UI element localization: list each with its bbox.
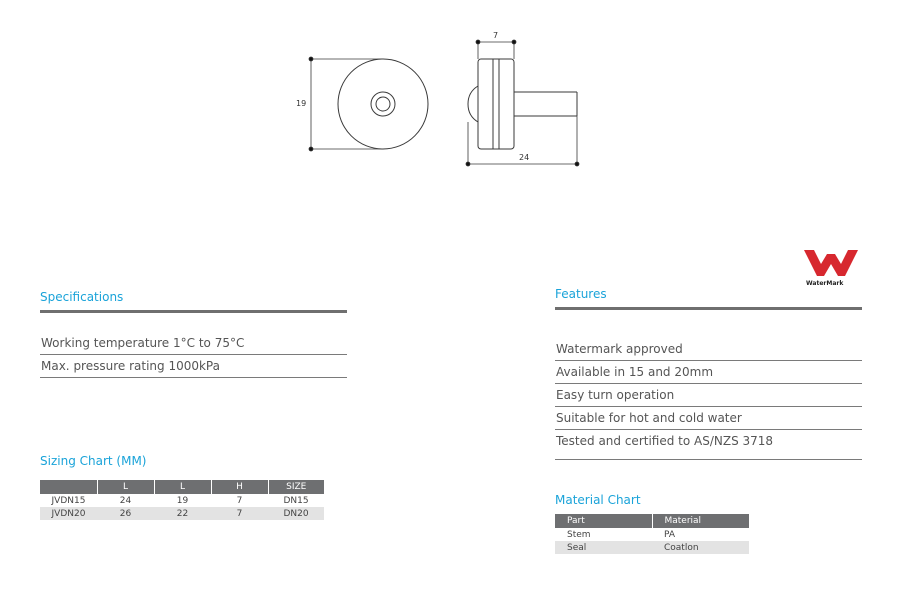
table-cell: 22	[154, 507, 211, 520]
table-cell: 7	[236, 495, 243, 506]
column-header: L	[154, 480, 211, 494]
table-cell: DN15	[283, 495, 309, 506]
feature-item: Available in 15 and 20mm	[555, 362, 862, 384]
column-header: Material	[652, 514, 749, 528]
column-header: Part	[555, 514, 652, 528]
width-dimension	[476, 40, 516, 59]
specifications-heading-rule	[40, 310, 347, 313]
specification-item: Working temperature 1°C to 75°C	[40, 333, 347, 355]
side-view	[468, 59, 577, 149]
feature-item: Easy turn operation	[555, 385, 862, 407]
table-row	[555, 541, 749, 554]
technical-drawing	[0, 0, 901, 200]
table-cell: Seal	[555, 541, 652, 554]
table-cell: JVDN20	[40, 507, 97, 520]
watermark-logo-icon	[804, 250, 858, 276]
column-header: L	[97, 480, 154, 494]
dimension-height-label: 19	[296, 99, 307, 108]
feature-item: Suitable for hot and cold water	[555, 408, 862, 430]
features-end-rule	[555, 459, 862, 460]
height-dimension	[309, 57, 383, 151]
table-header-row	[40, 480, 324, 494]
table-header-row	[555, 514, 749, 528]
table-row	[40, 494, 324, 507]
table-row	[40, 507, 324, 520]
sizing-chart-heading: Sizing Chart (MM)	[40, 454, 147, 468]
dimension-length-label: 24	[519, 153, 530, 162]
table-cell: DN20	[268, 507, 324, 520]
front-view	[338, 59, 428, 149]
sizing-chart-table	[40, 480, 324, 520]
table-cell: JVDN15	[51, 495, 86, 506]
column-header: H	[211, 480, 268, 494]
features-heading: Features	[555, 287, 607, 301]
feature-item: Tested and certified to AS/NZS 3718	[556, 434, 774, 448]
feature-item: Watermark approved	[555, 339, 862, 361]
material-chart-heading: Material Chart	[555, 493, 641, 507]
table-cell: Coatlon	[652, 541, 749, 554]
table-cell: PA	[664, 529, 676, 540]
table-cell: 7	[211, 507, 268, 520]
table-cell: 24	[119, 495, 132, 506]
specification-item: Max. pressure rating 1000kPa	[40, 356, 347, 378]
watermark-logo-label: WaterMark	[806, 280, 844, 287]
table-cell: Stem	[567, 529, 591, 540]
material-chart-table	[555, 514, 749, 554]
column-header	[40, 480, 97, 494]
table-cell: 19	[176, 495, 189, 506]
column-header: SIZE	[268, 480, 324, 494]
features-heading-rule	[555, 307, 862, 310]
specifications-heading: Specifications	[40, 290, 124, 304]
table-cell: 26	[97, 507, 154, 520]
table-row	[555, 528, 749, 541]
dimension-width-label: 7	[493, 31, 499, 40]
